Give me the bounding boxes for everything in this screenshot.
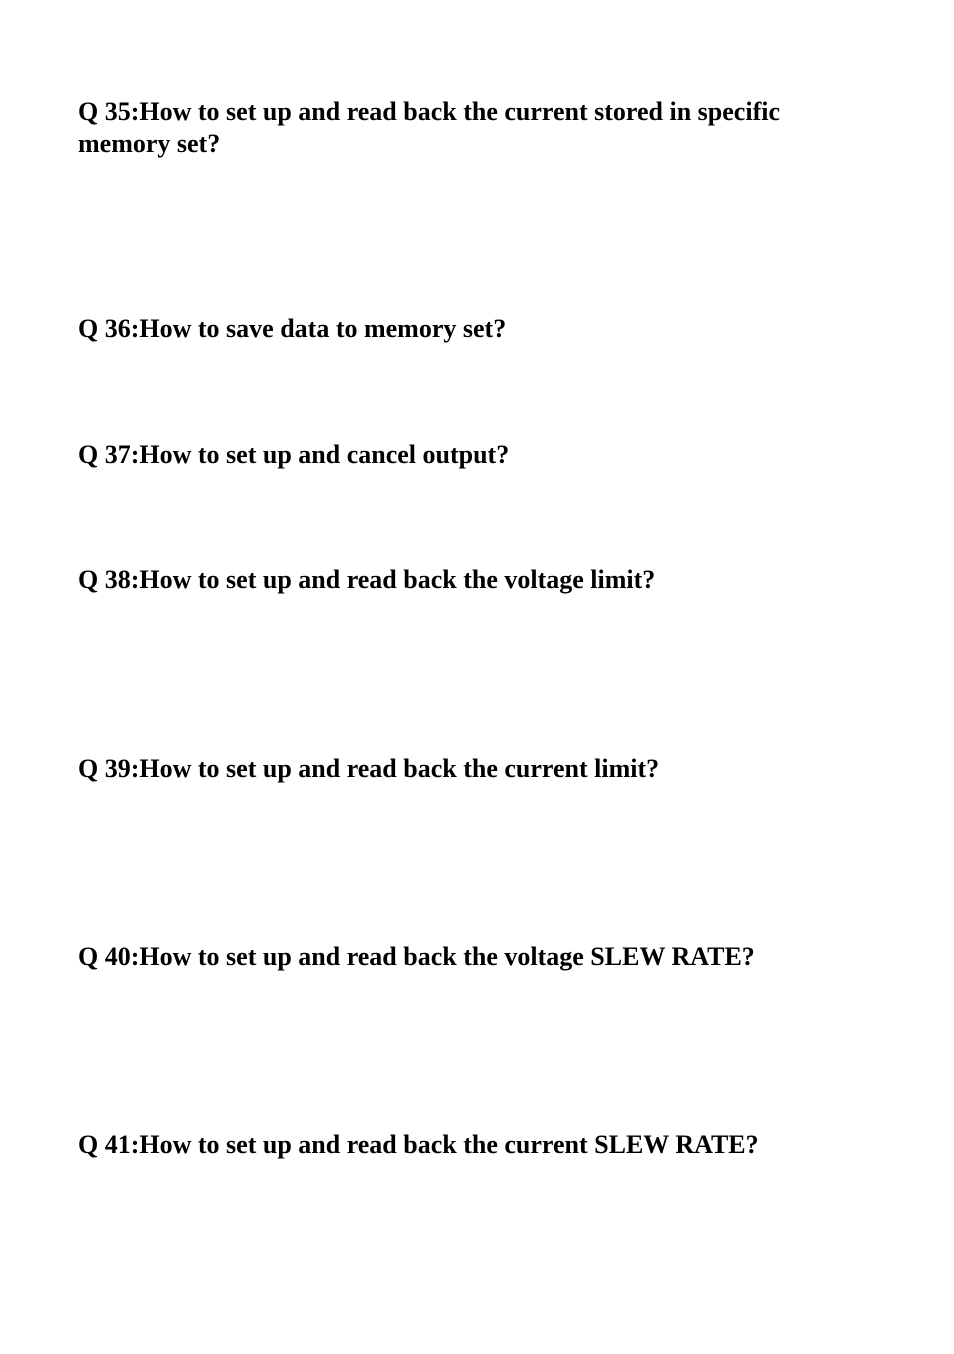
question-35-heading: Q 35:How to set up and read back the current stored in specific memory set? (78, 97, 780, 158)
question-41-heading: Q 41:How to set up and read back the current SLEW RATE? (78, 1130, 759, 1159)
question-38-heading: Q 38:How to set up and read back the voltage limit? (78, 565, 656, 594)
question-36-heading: Q 36:How to save data to memory set? (78, 314, 507, 343)
question-39-heading: Q 39:How to set up and read back the current limit? (78, 754, 660, 783)
question-40-heading: Q 40:How to set up and read back the voltage SLEW RATE? (78, 942, 755, 971)
question-37-heading: Q 37:How to set up and cancel output? (78, 440, 510, 469)
